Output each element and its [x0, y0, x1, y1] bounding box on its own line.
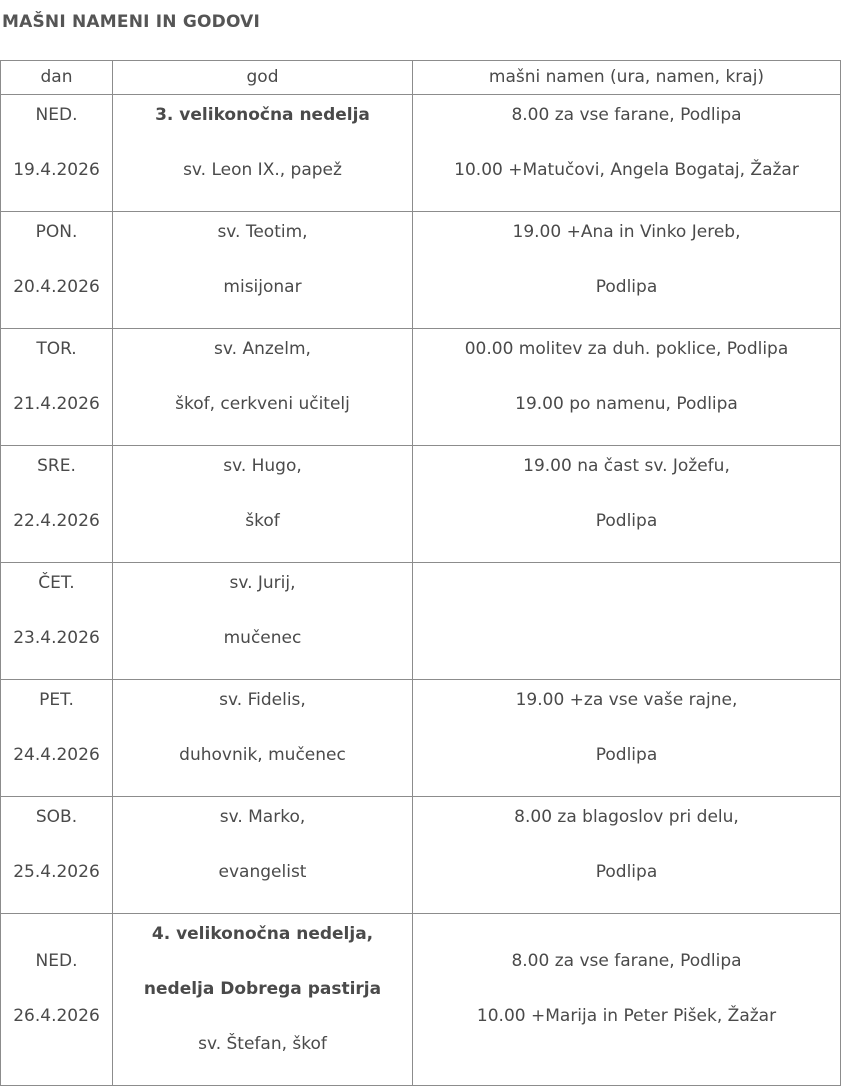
mass-line: Podlipa — [595, 277, 658, 297]
feast-cell — [113, 797, 413, 914]
mass-line: 8.00 za vse farane, Podlipa — [511, 951, 742, 971]
day-date: 26.4.2026 — [13, 1006, 100, 1026]
feast-line: nedelja Dobrega pastirja — [143, 979, 382, 999]
day-name: PON. — [35, 222, 78, 242]
mass-cell — [413, 446, 841, 563]
day-cell — [1, 914, 113, 1086]
feast-line: sv. Teotim, — [217, 222, 308, 242]
mass-cell — [413, 95, 841, 212]
feast-line: misijonar — [223, 277, 302, 297]
feast-line: sv. Marko, — [219, 807, 306, 827]
day-date: 23.4.2026 — [13, 628, 100, 648]
table-row — [1, 212, 841, 329]
mass-cell — [413, 212, 841, 329]
feast-line: sv. Štefan, škof — [198, 1034, 327, 1054]
day-date: 22.4.2026 — [13, 511, 100, 531]
table-row — [1, 563, 841, 680]
day-cell — [1, 680, 113, 797]
feast-line: mučenec — [223, 628, 302, 648]
feast-cell — [113, 563, 413, 680]
feast-line: sv. Hugo, — [223, 456, 302, 476]
feast-line: škof — [245, 511, 280, 531]
mass-line: 8.00 za vse farane, Podlipa — [511, 105, 742, 125]
day-date: 20.4.2026 — [13, 277, 100, 297]
day-cell — [1, 797, 113, 914]
day-cell — [1, 329, 113, 446]
day-cell — [1, 212, 113, 329]
mass-line: 19.00 +Ana in Vinko Jereb, — [512, 222, 741, 242]
table-row — [1, 797, 841, 914]
feast-line: duhovnik, mučenec — [179, 745, 346, 765]
mass-line: 19.00 na čast sv. Jožefu, — [523, 456, 730, 476]
mass-cell — [413, 329, 841, 446]
day-date: 19.4.2026 — [13, 160, 100, 180]
day-cell — [1, 563, 113, 680]
mass-line: Podlipa — [595, 745, 658, 765]
day-name: SRE. — [37, 456, 76, 476]
header-mass: mašni namen (ura, namen, kraj) — [413, 61, 841, 95]
mass-line: Podlipa — [595, 862, 658, 882]
header-feast: god — [113, 61, 413, 95]
feast-line: 4. velikonočna nedelja, — [151, 924, 374, 944]
mass-cell — [413, 797, 841, 914]
day-cell — [1, 95, 113, 212]
day-name: NED. — [35, 951, 78, 971]
feast-cell — [113, 212, 413, 329]
header-row — [1, 61, 841, 95]
feast-cell — [113, 914, 413, 1086]
feast-line: sv. Fidelis, — [219, 690, 306, 710]
table-row — [1, 446, 841, 563]
header-day: dan — [1, 61, 113, 95]
day-cell — [1, 446, 113, 563]
table-row — [1, 680, 841, 797]
schedule-body — [1, 95, 841, 1086]
mass-line: 10.00 +Marija in Peter Pišek, Žažar — [476, 1006, 777, 1026]
day-date: 21.4.2026 — [13, 394, 100, 414]
table-row — [1, 914, 841, 1086]
mass-line: Podlipa — [595, 511, 658, 531]
feast-cell — [113, 329, 413, 446]
feast-line: sv. Jurij, — [229, 573, 296, 593]
mass-cell — [413, 914, 841, 1086]
day-date: 24.4.2026 — [13, 745, 100, 765]
day-name: SOB. — [35, 807, 78, 827]
feast-line: evangelist — [218, 862, 307, 882]
mass-cell — [413, 680, 841, 797]
mass-line: 19.00 po namenu, Podlipa — [515, 394, 738, 414]
mass-line: 19.00 +za vse vaše rajne, — [515, 690, 738, 710]
feast-line: sv. Anzelm, — [214, 339, 311, 359]
table-row — [1, 329, 841, 446]
feast-line: škof, cerkveni učitelj — [175, 394, 350, 414]
table-row — [1, 95, 841, 212]
mass-line: 00.00 molitev za duh. poklice, Podlipa — [464, 339, 789, 359]
day-name: PET. — [39, 690, 74, 710]
day-name: NED. — [35, 105, 78, 125]
day-name: TOR. — [36, 339, 77, 359]
page-title: MAŠNI NAMENI IN GODOVI — [2, 12, 261, 32]
mass-cell — [413, 563, 841, 680]
mass-line: 8.00 za blagoslov pri delu, — [514, 807, 739, 827]
feast-cell — [113, 95, 413, 212]
mass-line: 10.00 +Matučovi, Angela Bogataj, Žažar — [454, 160, 799, 180]
schedule-table — [0, 60, 841, 1086]
feast-cell — [113, 446, 413, 563]
day-name: ČET. — [38, 573, 75, 593]
feast-cell — [113, 680, 413, 797]
day-date: 25.4.2026 — [13, 862, 100, 882]
feast-line: 3. velikonočna nedelja — [155, 105, 370, 125]
feast-line: sv. Leon IX., papež — [183, 160, 342, 180]
